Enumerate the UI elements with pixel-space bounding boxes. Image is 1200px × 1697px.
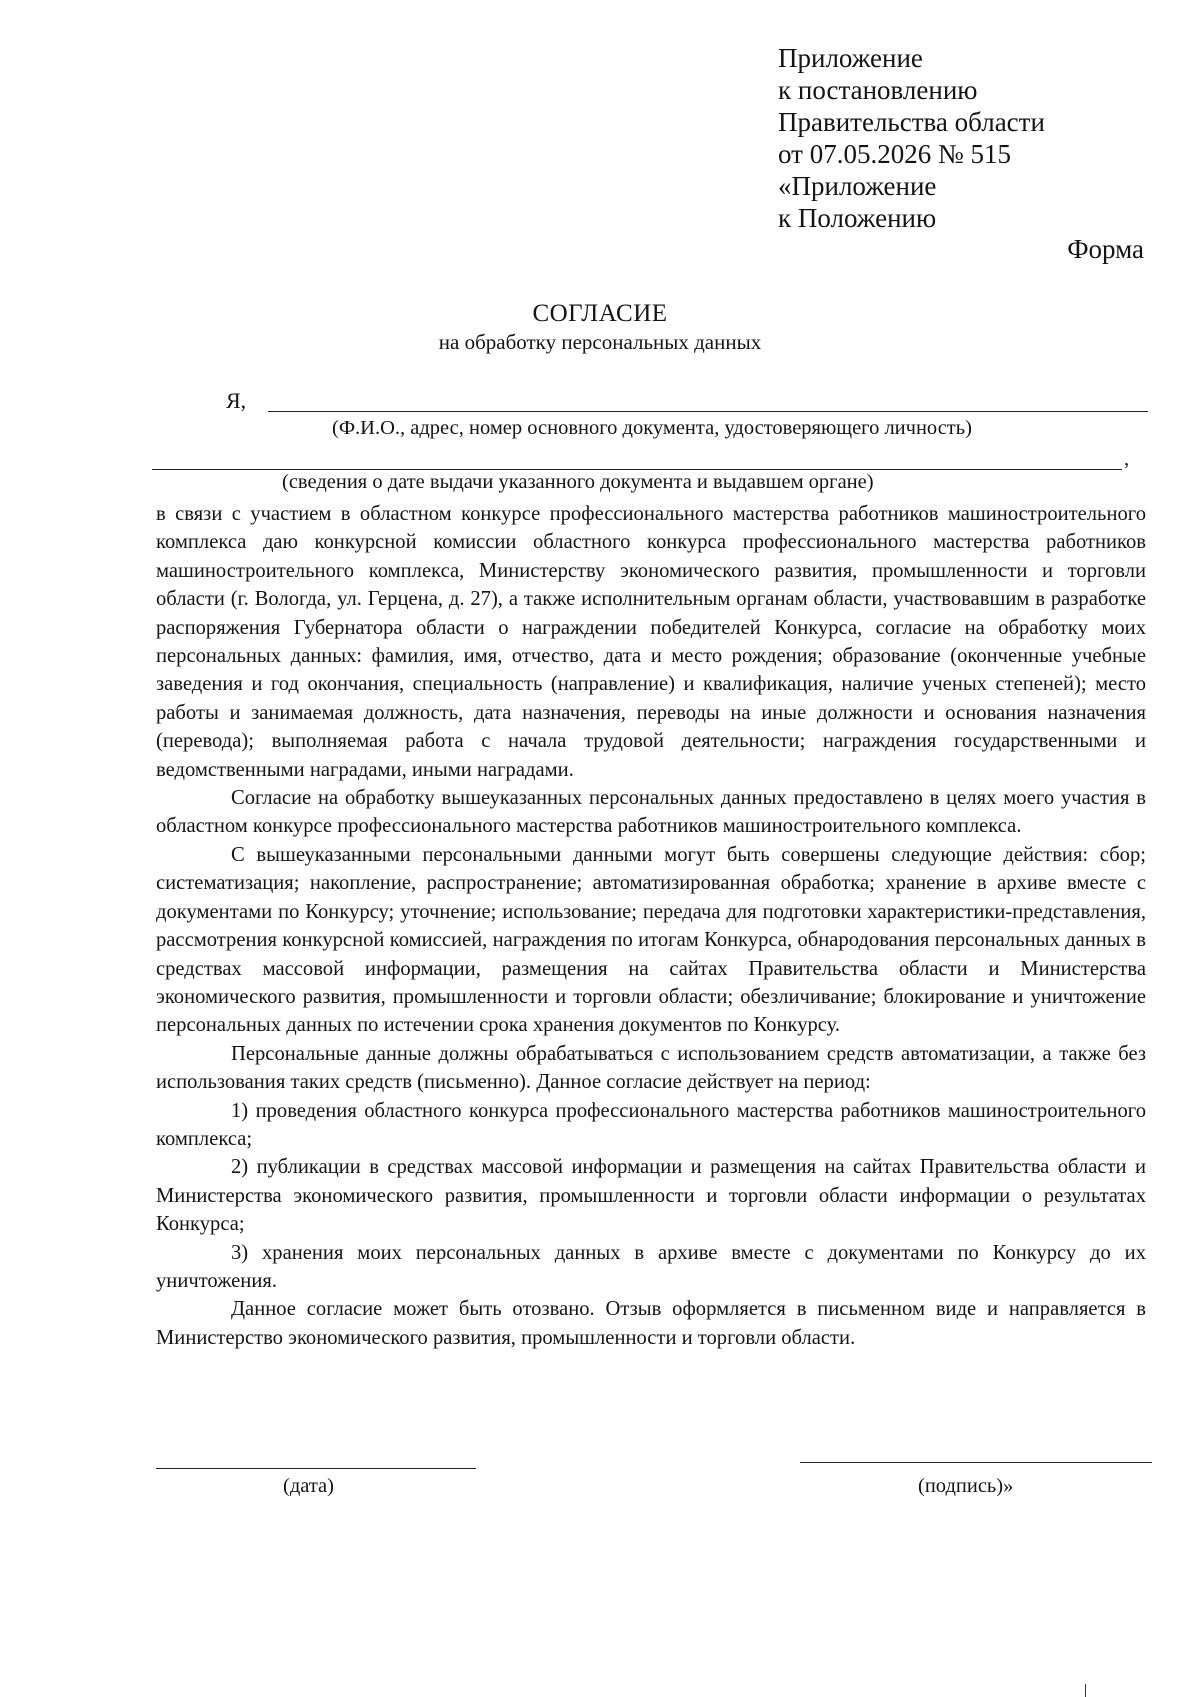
trailing-comma: , bbox=[1124, 448, 1130, 470]
signature-line bbox=[800, 1462, 1152, 1463]
paragraph: Персональные данные должны обрабатываться с использованием средств автоматизации, а также без использования таких средств (письменно). Данное согласие действует на период: bbox=[156, 1042, 1146, 1094]
identity-prefix: Я, bbox=[226, 388, 247, 413]
approval-line: «Приложение bbox=[778, 171, 937, 201]
consent-body bbox=[156, 500, 1146, 1352]
document-subtitle: на обработку персональных данных bbox=[438, 330, 762, 354]
paragraph: С вышеуказанными персональными данными могут быть совершены следующие действия: сбор; систематизация; накопление, распространение; автоматизированная обработка; хранение в архиве вместе с документами по Конкурсу; уточнение; использование; передача для подготовки характеристики-представления, рассмотрения конкурсной комиссией, награждения по итогам Конкурса, обнародования персональных данных в средствах массовой информации, размещения на сайтах Правительства области и Министерства экономического развития, промышленности и торговли области; обезличивание; блокирование и уничтожение персональных данных по истечении срока хранения документов по Конкурсу. bbox=[156, 843, 1146, 1037]
fio-fill-line bbox=[268, 411, 1148, 412]
list-item: 1) проведения областного конкурса профессионального мастерства работников машиностроительного комплекса; bbox=[156, 1099, 1146, 1150]
signature-caption: (подпись)» bbox=[918, 1475, 1014, 1497]
paragraph: в связи с участием в областном конкурсе профессионального мастерства работников машиностроительного комплекса даю конкурсной комиссии областного конкурса профессионального мастерства работников машиностроительного комплекса, Министерству экономического развития, промышленности и торговли области (г. Вологда, ул. Герцена, д. 27), а также исполнительным органам области, участвовавшим в разработке распоряжения Губернатора области о награждении победителей Конкурса, согласие на обработку моих персональных данных: фамилия, имя, отчество, дата и место рождения; образование (оконченные учебные заведения и год окончания, специальность (направление) и квалификация, наличие ученых степеней); место работы и занимаемая должность, дата назначения, переводы на иные должности и основания назначения (перевода); выполняемая работа с начала трудовой деятельности; награждения государственными и ведомственными наградами, иными наградами. bbox=[156, 503, 1146, 781]
approval-block bbox=[778, 42, 1045, 234]
fio-caption: (Ф.И.О., адрес, номер основного документа, удостоверяющего личность) bbox=[332, 417, 972, 439]
date-line bbox=[156, 1468, 476, 1469]
approval-line: к постановлению bbox=[778, 75, 978, 105]
list-item: 2) публикации в средствах массовой информации и размещения на сайтах Правительства области и Министерства экономического развития, промышленности и торговли области информации о результатах Конкурса; bbox=[156, 1156, 1146, 1236]
date-caption: (дата) bbox=[283, 1475, 334, 1497]
approval-line: к Положению bbox=[778, 203, 937, 233]
approval-line: Приложение bbox=[778, 43, 923, 73]
paragraph: Согласие на обработку вышеуказанных персональных данных предоставлено в целях моего участия в областном конкурсе профессионального мастерства работников машиностроительного комплекса. bbox=[156, 787, 1146, 838]
scan-mark bbox=[1085, 1684, 1086, 1697]
approval-line: от 07.05.2026 № 515 bbox=[778, 139, 1011, 169]
document-fill-line bbox=[152, 469, 1122, 470]
form-label: Форма bbox=[1067, 234, 1144, 264]
paragraph: Данное согласие может быть отозвано. Отзыв оформляется в письменном виде и направляется в Министерство экономического развития, промышленности и торговли области. bbox=[156, 1298, 1146, 1349]
list-item: 3) хранения моих персональных данных в архиве вместе с документами по Конкурсу до их уничтожения. bbox=[156, 1241, 1146, 1292]
document-title: СОГЛАСИЕ bbox=[532, 300, 668, 327]
document-caption: (сведения о дате выдачи указанного документа и выдавшем органе) bbox=[282, 471, 874, 493]
approval-line: Правительства области bbox=[778, 107, 1045, 137]
